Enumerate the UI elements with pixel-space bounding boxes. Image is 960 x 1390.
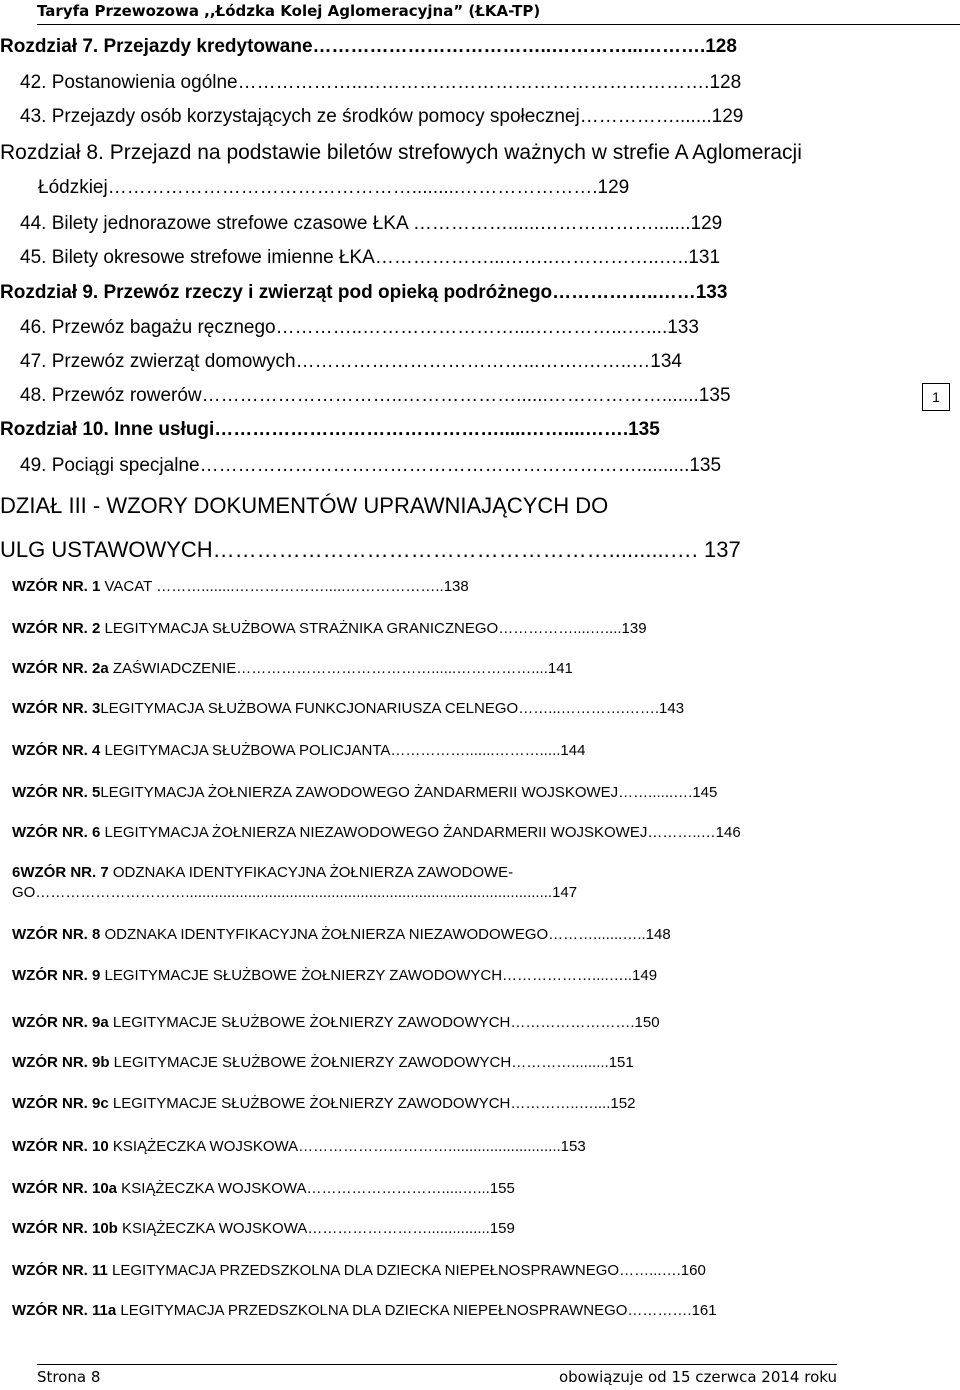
toc-section-42[interactable] xyxy=(20,72,741,94)
wzor-entry[interactable] xyxy=(12,1180,515,1197)
wzor-number: WZÓR NR. 4 xyxy=(12,742,101,759)
wzor-entry[interactable] xyxy=(12,1220,515,1237)
wzor-entry[interactable] xyxy=(12,884,577,901)
side-marker: 1 xyxy=(922,383,950,411)
wzor-entry[interactable] xyxy=(12,784,717,801)
wzor-entry[interactable] xyxy=(12,824,741,841)
wzor-number: WZÓR NR. 11 xyxy=(12,1262,108,1279)
wzor-title: LEGITYMACJA SŁUŻBOWA STRAŻNIKA GRANICZNEGO……………....…....139 xyxy=(100,620,647,637)
wzor-title: ZAŚWIADCZENIE…………………………………......……………....141 xyxy=(108,660,573,677)
wzor-entry[interactable] xyxy=(12,864,513,881)
toc-section-44[interactable] xyxy=(20,213,722,235)
toc-text: 45. Bilety okresowe strefowe imienne ŁKA………………...……..……………..…..131 xyxy=(20,247,721,268)
wzor-entry[interactable] xyxy=(12,1095,635,1112)
toc-text: 42. Postanowienia ogólne………………..……………………………………………….128 xyxy=(20,72,742,93)
page-footer xyxy=(37,1364,837,1390)
wzor-title: KSIĄŻECZKA WOJSKOWA…………………………...........................153 xyxy=(108,1138,586,1155)
toc-text: Rozdział 7. Przejazdy kredytowane………………………………..…………...……….128 xyxy=(0,36,737,57)
page-header xyxy=(37,0,960,25)
wzor-title: ODZNAKA IDENTYFIKACYJNA ŻOŁNIERZA ZAWODOWE- xyxy=(108,864,514,881)
toc-section-48[interactable] xyxy=(20,385,731,407)
toc-section-43[interactable] xyxy=(20,106,743,128)
wzor-entry[interactable] xyxy=(12,1138,586,1155)
wzor-number: WZÓR NR. 9b xyxy=(12,1054,110,1071)
wzor-number: WZÓR NR. 10 xyxy=(12,1138,109,1155)
wzor-entry[interactable] xyxy=(12,578,469,595)
wzor-number: WZÓR NR. 10b xyxy=(12,1220,118,1237)
toc-text: Łódzkiej………………………………………….........………………….129 xyxy=(38,177,630,198)
toc-section-45[interactable] xyxy=(20,247,720,269)
wzor-entry[interactable] xyxy=(12,1262,706,1279)
wzor-title: LEGITYMACJA PRZEDSZKOLNA DLA DZIECKA NIEPEŁNOSPRAWNEGO………….161 xyxy=(116,1302,717,1319)
wzor-title: LEGITYMACJA ŻOŁNIERZA NIEZAWODOWEGO ŻANDARMERII WOJSKOWEJ………..…146 xyxy=(100,824,741,841)
wzor-title: LEGITYMACJA ŻOŁNIERZA ZAWODOWEGO ŻANDARMERII WOJSKOWEJ……......….145 xyxy=(100,784,718,801)
wzor-number: WZÓR NR. 2a xyxy=(12,660,109,677)
wzor-number: WZÓR NR. 10a xyxy=(12,1180,118,1197)
toc-text: Rozdział 8. Przejazd na podstawie biletów strefowych ważnych w strefie A Aglomeracji xyxy=(0,141,802,164)
wzor-entry[interactable] xyxy=(12,926,671,943)
wzor-number: 6WZÓR NR. 7 xyxy=(12,864,109,881)
toc-section-49[interactable] xyxy=(20,455,721,477)
wzor-title: LEGITYMACJA SŁUŻBOWA POLICJANTA…………….......……….....144 xyxy=(100,742,586,759)
wzor-number: WZÓR NR. 8 xyxy=(12,926,101,943)
toc-text: 44. Bilety jednorazowe strefowe czasowe ŁKA ……………......……………….......129 xyxy=(20,213,723,234)
wzor-number: WZÓR NR. 9a xyxy=(12,1014,109,1031)
wzor-entry[interactable] xyxy=(12,700,684,717)
wzor-title: KSIĄŻECZKA WOJSKOWA……………………...............159 xyxy=(117,1220,515,1237)
wzor-title: GO…………………………........................................................................................147 xyxy=(12,884,578,901)
toc-text: DZIAŁ III - WZORY DOKUMENTÓW UPRAWNIAJĄCYCH DO xyxy=(0,493,609,518)
wzor-title: ODZNAKA IDENTYFIKACYJNA ŻOŁNIERZA NIEZAWODOWEGO……….......…..148 xyxy=(100,926,671,943)
toc-section-47[interactable] xyxy=(20,351,682,373)
wzor-entry[interactable] xyxy=(12,1302,717,1319)
toc-text: ULG USTAWOWYCH………………………………………………..........…. 137 xyxy=(0,537,741,562)
effective-date: obowiązuje od 15 czerwca 2014 roku xyxy=(558,1368,837,1386)
wzor-title: KSIĄŻECZKA WOJSKOWA……………………….....…...155 xyxy=(117,1180,515,1197)
toc-text: 49. Pociągi specjalne……………………………………………………………..........135 xyxy=(20,455,722,476)
wzor-entry[interactable] xyxy=(12,967,657,984)
wzor-title: LEGITYMACJA PRZEDSZKOLNA DLA DZIECKA NIEPEŁNOSPRAWNEGO……...….160 xyxy=(107,1262,706,1279)
wzor-entry[interactable] xyxy=(12,1014,660,1031)
wzor-entry[interactable] xyxy=(12,742,585,759)
wzor-title: LEGITYMACJE SŁUŻBOWE ŻOŁNIERZY ZAWODOWYCH…………..…....152 xyxy=(108,1095,636,1112)
toc-chapter-7[interactable] xyxy=(0,36,737,58)
wzor-number: WZÓR NR. 6 xyxy=(12,824,101,841)
toc-text: Rozdział 9. Przewóz rzeczy i zwierząt pod opieką podróżnego……………..……133 xyxy=(0,282,728,303)
toc-chapter-10[interactable] xyxy=(0,419,660,441)
wzor-entry[interactable] xyxy=(12,1054,634,1071)
wzor-entry[interactable] xyxy=(12,620,647,637)
wzor-number: WZÓR NR. 5 xyxy=(12,784,101,801)
wzor-number: WZÓR NR. 9 xyxy=(12,967,101,984)
toc-section-46[interactable] xyxy=(20,317,699,339)
toc-division-3[interactable] xyxy=(0,493,608,519)
toc-chapter-8-cont[interactable] xyxy=(38,177,629,199)
toc-chapter-9[interactable] xyxy=(0,282,727,304)
wzor-title: LEGITYMACJE SŁUŻBOWE ŻOŁNIERZY ZAWODOWYCH………….........151 xyxy=(109,1054,634,1071)
wzor-title: LEGITYMACJE SŁUŻBOWE ŻOŁNIERZY ZAWODOWYCH………………....…..149 xyxy=(100,967,658,984)
wzor-number: WZÓR NR. 1 xyxy=(12,578,101,595)
toc-text: 43. Przejazdy osób korzystających ze środków pomocy społecznej…………….......129 xyxy=(20,106,744,127)
toc-division-3-cont[interactable] xyxy=(0,537,741,563)
wzor-title: LEGITYMACJA SŁUŻBOWA FUNKCJONARIUSZA CELNEGO……...………….…….143 xyxy=(100,700,685,717)
wzor-number: WZÓR NR. 3 xyxy=(12,700,101,717)
wzor-entry[interactable] xyxy=(12,660,573,677)
wzor-title: LEGITYMACJE SŁUŻBOWE ŻOŁNIERZY ZAWODOWYCH…………………….150 xyxy=(108,1014,660,1031)
header-title: Taryfa Przewozowa ,,Łódzka Kolej Aglomeracyjna” (ŁKA-TP) xyxy=(37,2,541,20)
page-number: Strona 8 xyxy=(37,1368,101,1386)
toc-chapter-8[interactable] xyxy=(0,141,802,165)
wzor-title: VACAT ………........……………….....………………..138 xyxy=(100,578,469,595)
toc-text: 47. Przewóz zwierząt domowych………………………………...…….……..…134 xyxy=(20,351,682,372)
toc-text: 48. Przewóz rowerów…………………………..………………......……………….......135 xyxy=(20,385,731,406)
toc-text: Rozdział 10. Inne usługi……………………………………….....……....…….135 xyxy=(0,419,660,440)
wzor-number: WZÓR NR. 11a xyxy=(12,1302,117,1319)
wzor-number: WZÓR NR. 2 xyxy=(12,620,101,637)
wzor-number: WZÓR NR. 9c xyxy=(12,1095,109,1112)
toc-text: 46. Przewóz bagażu ręcznego…………..……………………....…………...…....133 xyxy=(20,317,699,338)
